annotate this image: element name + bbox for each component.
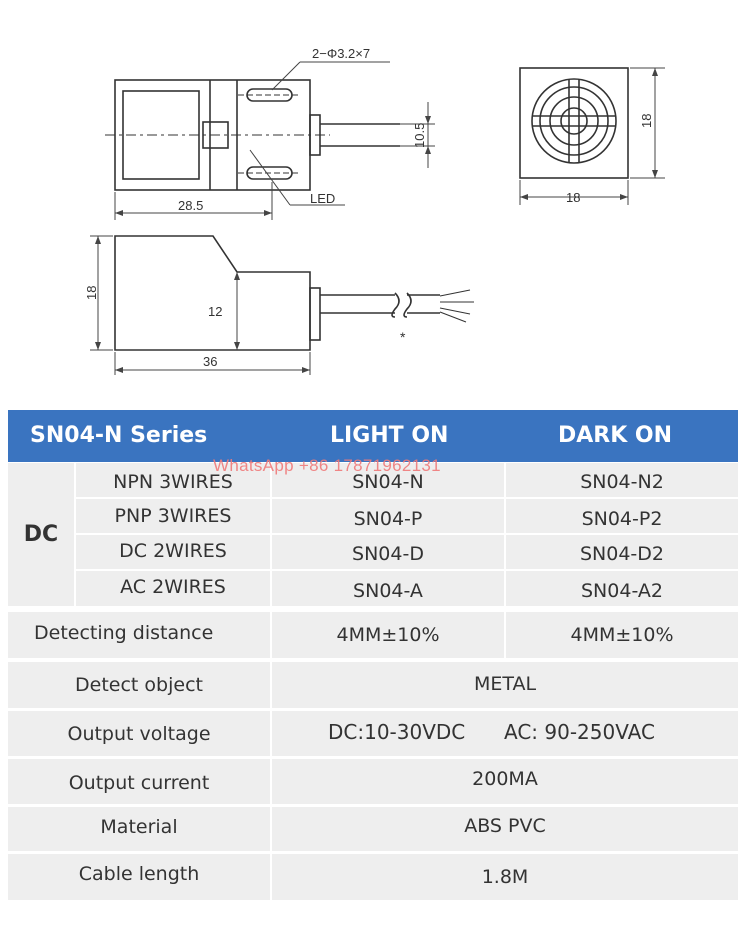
width-dim-label: 28.5 bbox=[178, 198, 204, 213]
detecting-distance-light: 4MM±10% bbox=[272, 612, 504, 658]
end-height-dim-label: 18 bbox=[639, 113, 654, 128]
material-value: ABS PVC bbox=[272, 807, 738, 851]
cable-length-label: Cable length bbox=[8, 854, 270, 900]
end-width-dim-label: 18 bbox=[566, 190, 581, 205]
end-view-sensor-outer bbox=[532, 79, 616, 163]
output-voltage-label: Output voltage bbox=[8, 711, 270, 756]
cable-dim-label: 10.5 bbox=[412, 122, 427, 148]
dark-on-header: DARK ON bbox=[558, 423, 673, 448]
dc-row-dark: SN04-A2 bbox=[506, 571, 738, 606]
dc-row-wiring: PNP 3WIRES bbox=[76, 499, 270, 533]
dimension-drawing bbox=[0, 0, 750, 400]
detect-object-label: Detect object bbox=[8, 662, 270, 708]
material-label: Material bbox=[8, 807, 270, 851]
dc-row-wiring: NPN 3WIRES bbox=[76, 463, 270, 497]
note-mark: * bbox=[400, 329, 406, 345]
side-height-dim-label: 18 bbox=[84, 285, 99, 300]
dc-group-label: DC bbox=[8, 463, 74, 606]
sensor-dim-label: 12 bbox=[208, 304, 223, 319]
output-current-label: Output current bbox=[8, 759, 270, 804]
output-voltage-ac: AC: 90-250VAC bbox=[504, 720, 655, 744]
dc-row-light: SN04-P bbox=[272, 499, 504, 533]
cable-length-value: 1.8M bbox=[272, 854, 738, 900]
length-dim-label: 36 bbox=[203, 354, 218, 369]
output-current-value: 200MA bbox=[272, 759, 738, 804]
output-voltage-dc: DC:10-30VDC bbox=[328, 720, 466, 744]
table-header bbox=[8, 410, 738, 462]
dc-row-dark: SN04-P2 bbox=[506, 499, 738, 533]
hole-spec-label: 2−Φ3.2×7 bbox=[312, 46, 371, 61]
led-label: LED bbox=[310, 191, 336, 206]
detecting-distance-dark: 4MM±10% bbox=[506, 612, 738, 658]
light-on-header: LIGHT ON bbox=[330, 423, 449, 448]
dc-row-wiring: DC 2WIRES bbox=[76, 535, 270, 569]
detecting-distance-label: Detecting distance bbox=[8, 612, 270, 658]
dc-row-light: SN04-N bbox=[272, 463, 504, 497]
side-view-body bbox=[115, 236, 310, 350]
dc-row-dark: SN04-D2 bbox=[506, 535, 738, 569]
wire-ends bbox=[440, 290, 474, 322]
dc-row-dark: SN04-N2 bbox=[506, 463, 738, 497]
end-view-body bbox=[520, 68, 628, 178]
dc-row-light: SN04-D bbox=[272, 535, 504, 569]
dc-row-wiring: AC 2WIRES bbox=[76, 571, 270, 606]
series-header: SN04-N Series bbox=[30, 423, 208, 448]
output-voltage-value bbox=[272, 711, 738, 756]
dc-row-light: SN04-A bbox=[272, 571, 504, 606]
side-cable-gland bbox=[310, 288, 320, 340]
detect-object-value: METAL bbox=[272, 662, 738, 708]
watermark: WhatsApp +86 17871962131 bbox=[213, 456, 441, 475]
